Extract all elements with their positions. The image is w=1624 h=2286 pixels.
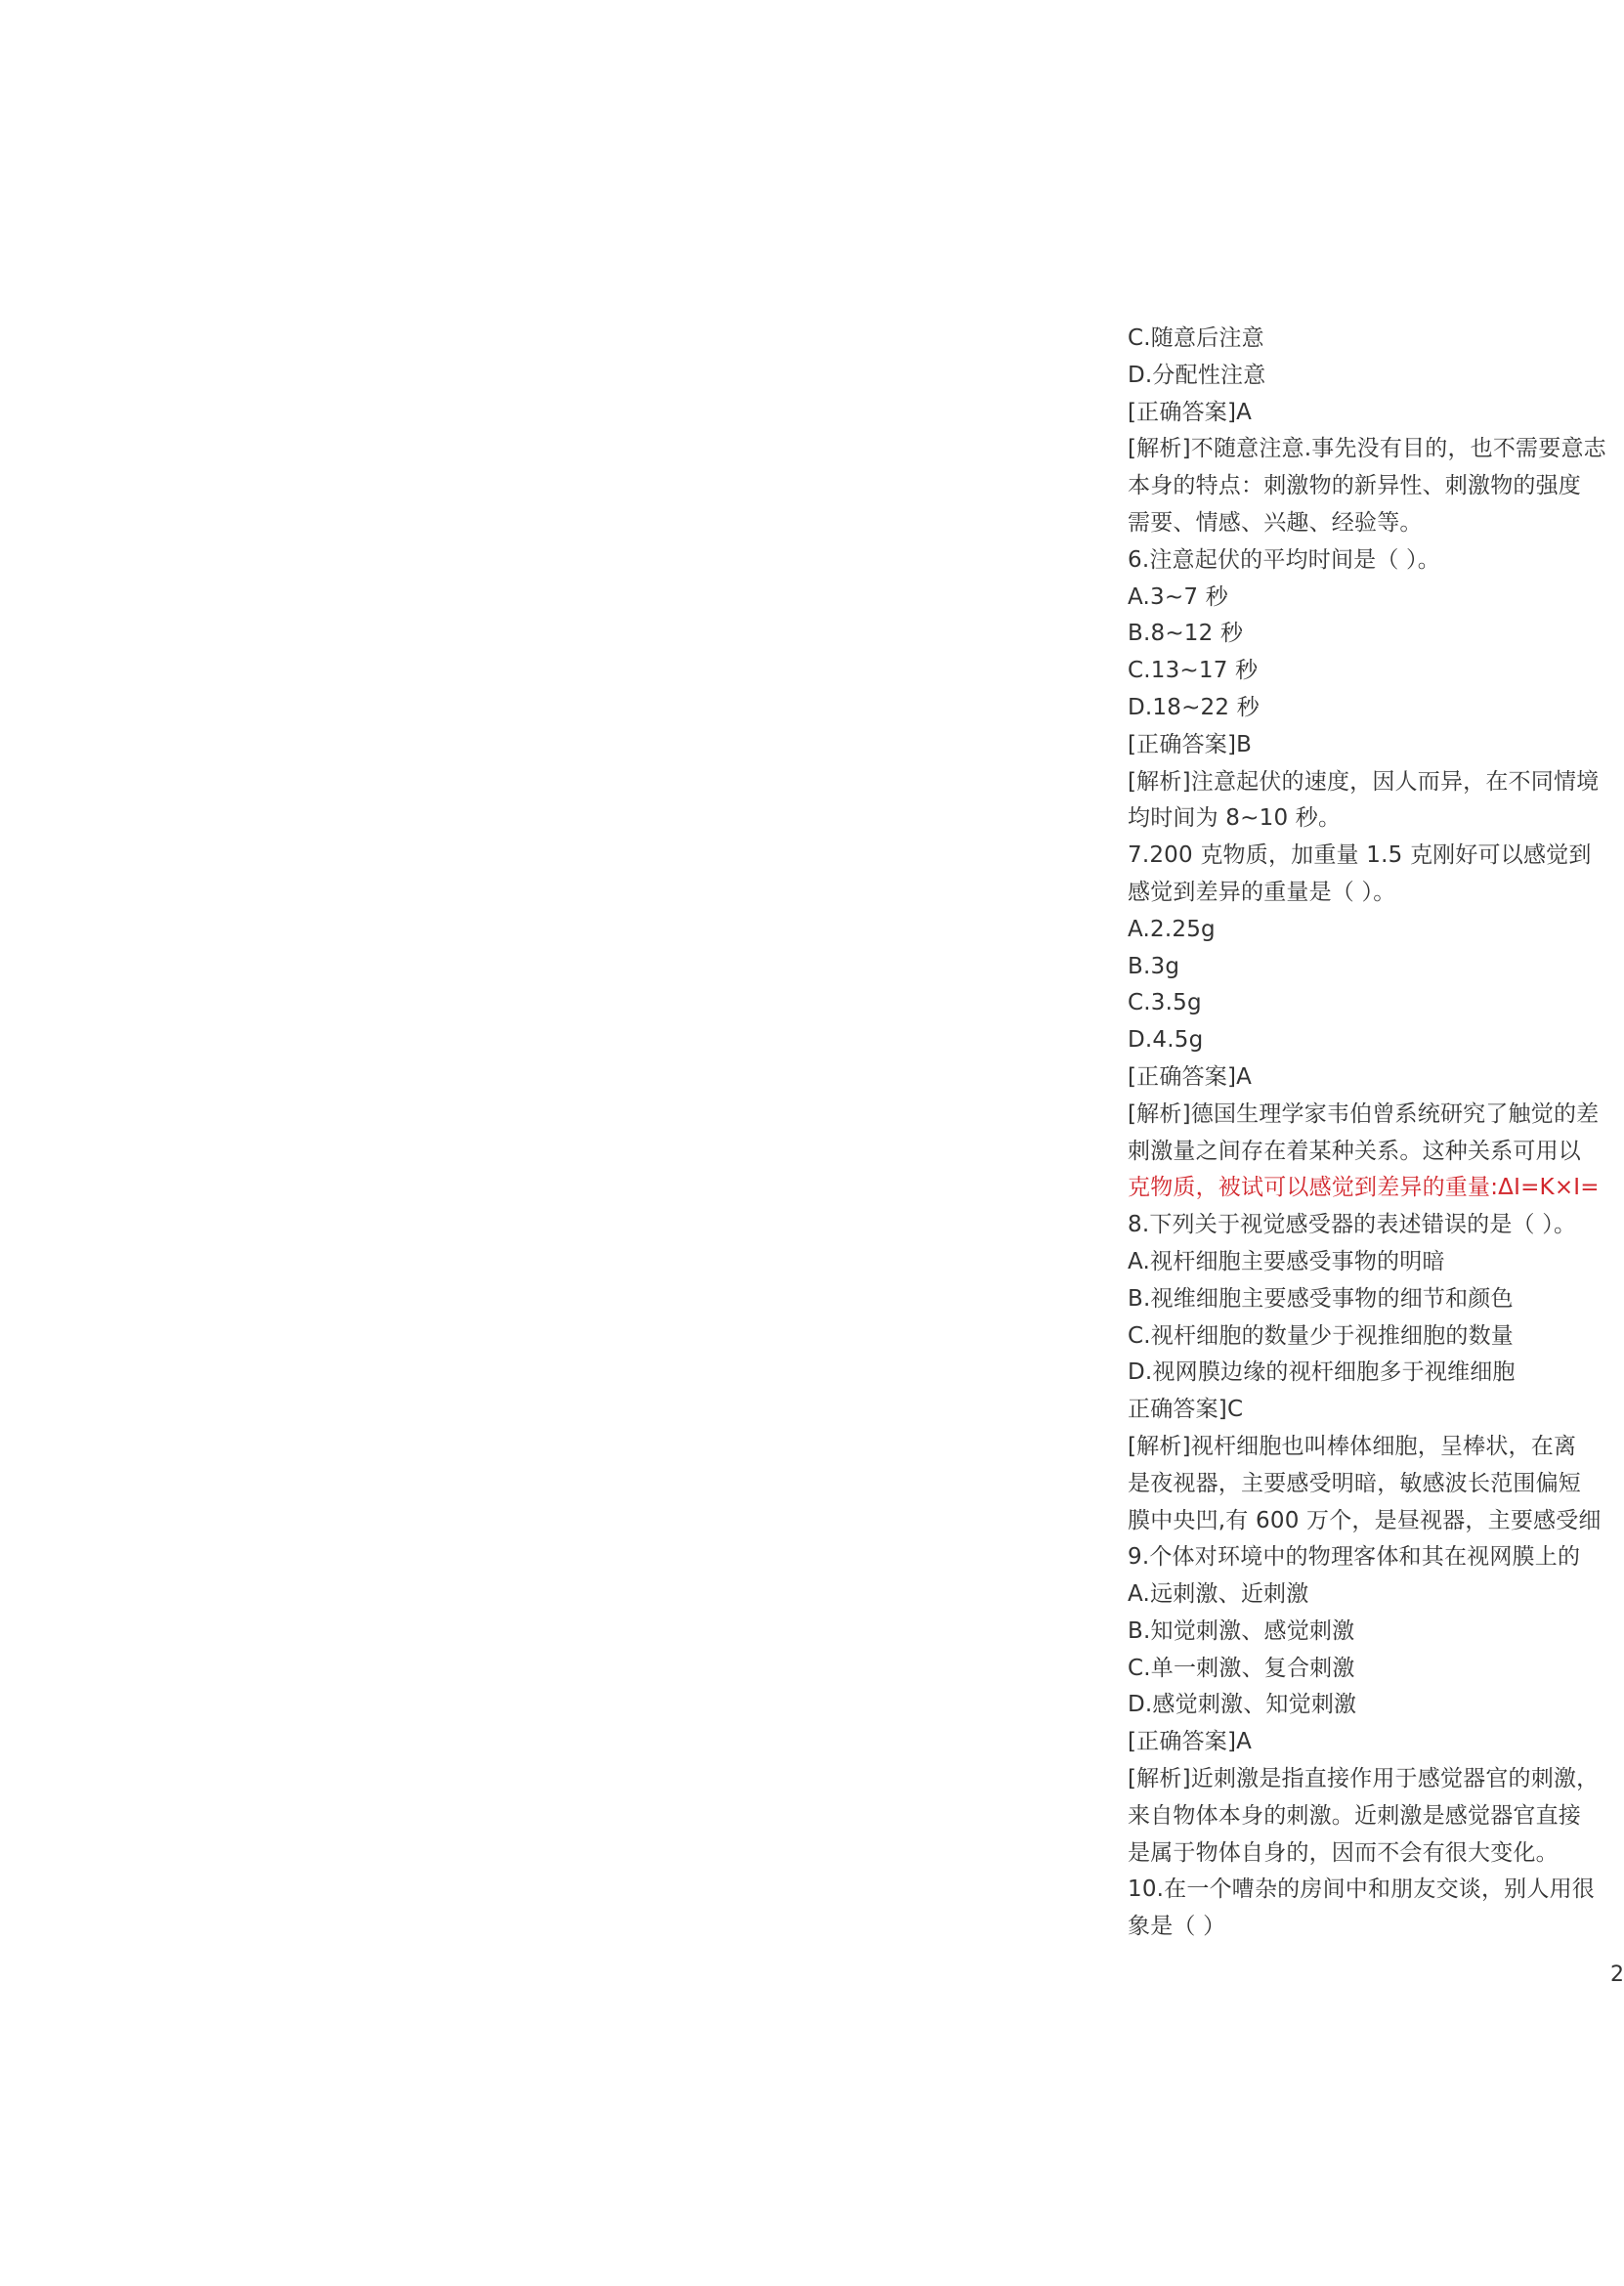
analysis-q7-line-1: [解析]德国生理学家韦伯曾系统研究了触觉的差 (1128, 1100, 1600, 1127)
option-c-q9: C.单一刺激、复合刺激 (1128, 1655, 1355, 1681)
question-10-line-1: 10.在一个嘈杂的房间中和朋友交谈，别人用很 (1128, 1876, 1595, 1903)
option-a-q9: A.远刺激、近刺激 (1128, 1581, 1309, 1608)
option-d-q9: D.感觉刺激、知觉刺激 (1128, 1692, 1357, 1718)
analysis-q5-line-2: 本身的特点：刺激物的新异性、刺激物的强度 (1128, 473, 1581, 499)
analysis-q6-line-1: [解析]注意起伏的速度，因人而异，在不同情境 (1128, 768, 1600, 795)
analysis-q9-line-2: 来自物体本身的刺激。近刺激是感觉器官直接 (1128, 1802, 1581, 1829)
page-number: 2 (1610, 1963, 1624, 1987)
option-d-q8: D.视网膜边缘的视杆细胞多于视维细胞 (1128, 1359, 1516, 1386)
option-c-q8: C.视杆细胞的数量少于视推细胞的数量 (1128, 1322, 1514, 1349)
option-c-q7: C.3.5g (1128, 990, 1202, 1016)
answer-q5: [正确答案]A (1128, 399, 1253, 425)
question-6: 6.注意起伏的平均时间是（ ）。 (1128, 546, 1440, 573)
option-b-q8: B.视维细胞主要感受事物的细节和颜色 (1128, 1285, 1514, 1312)
analysis-q9-line-1: [解析]近刺激是指直接作用于感觉器官的刺激， (1128, 1766, 1600, 1792)
option-a-q8: A.视杆细胞主要感受事物的明暗 (1128, 1248, 1445, 1274)
analysis-q7-line-2: 刺激量之间存在着某种关系。这种关系可用以 (1128, 1138, 1581, 1164)
question-7-line-1: 7.200 克物质，加重量 1.5 克刚好可以感觉到 (1128, 842, 1592, 869)
analysis-q9-line-3: 是属于物体自身的，因而不会有很大变化。 (1128, 1839, 1559, 1866)
option-a-q6: A.3~7 秒 (1128, 583, 1228, 610)
analysis-q6-line-2: 均时间为 8~10 秒。 (1128, 805, 1342, 832)
question-8: 8.下列关于视觉感受器的表述错误的是（ ）。 (1128, 1212, 1577, 1238)
option-d-q7: D.4.5g (1128, 1027, 1204, 1054)
analysis-q8-line-1: [解析]视杆细胞也叫棒体细胞，呈棒状，在离 (1128, 1433, 1577, 1459)
analysis-q8-line-3: 膜中央凹,有 600 万个，是昼视器，主要感受细 (1128, 1507, 1602, 1533)
option-b-q7: B.3g (1128, 953, 1180, 979)
analysis-q7-highlight: 克物质，被试可以感觉到差异的重量:ΔI=K×I= (1128, 1175, 1600, 1201)
answer-q7: [正确答案]A (1128, 1063, 1253, 1090)
question-9: 9.个体对环境中的物理客体和其在视网膜上的 (1128, 1544, 1581, 1571)
analysis-q8-line-2: 是夜视器，主要感受明暗，敏感波长范围偏短 (1128, 1470, 1581, 1496)
option-b-q9: B.知觉刺激、感觉刺激 (1128, 1617, 1355, 1644)
answer-q6: [正确答案]B (1128, 731, 1253, 757)
question-10-line-2: 象是（ ） (1128, 1914, 1226, 1940)
answer-q8: 正确答案]C (1128, 1397, 1244, 1423)
question-7-line-2: 感觉到差异的重量是（ ）。 (1128, 879, 1396, 905)
option-c-q5: C.随意后注意 (1128, 325, 1264, 351)
option-c-q6: C.13~17 秒 (1128, 658, 1259, 684)
option-a-q7: A.2.25g (1128, 916, 1216, 942)
analysis-q5-line-3: 需要、情感、兴趣、经验等。 (1128, 509, 1423, 536)
document-text-column (1128, 321, 1616, 1946)
answer-q9: [正确答案]A (1128, 1729, 1253, 1755)
option-b-q6: B.8~12 秒 (1128, 621, 1244, 647)
option-d-q6: D.18~22 秒 (1128, 694, 1260, 720)
analysis-q5-line-1: [解析]不随意注意.事先没有目的，也不需要意志 (1128, 436, 1606, 462)
option-d-q5: D.分配性注意 (1128, 362, 1266, 388)
